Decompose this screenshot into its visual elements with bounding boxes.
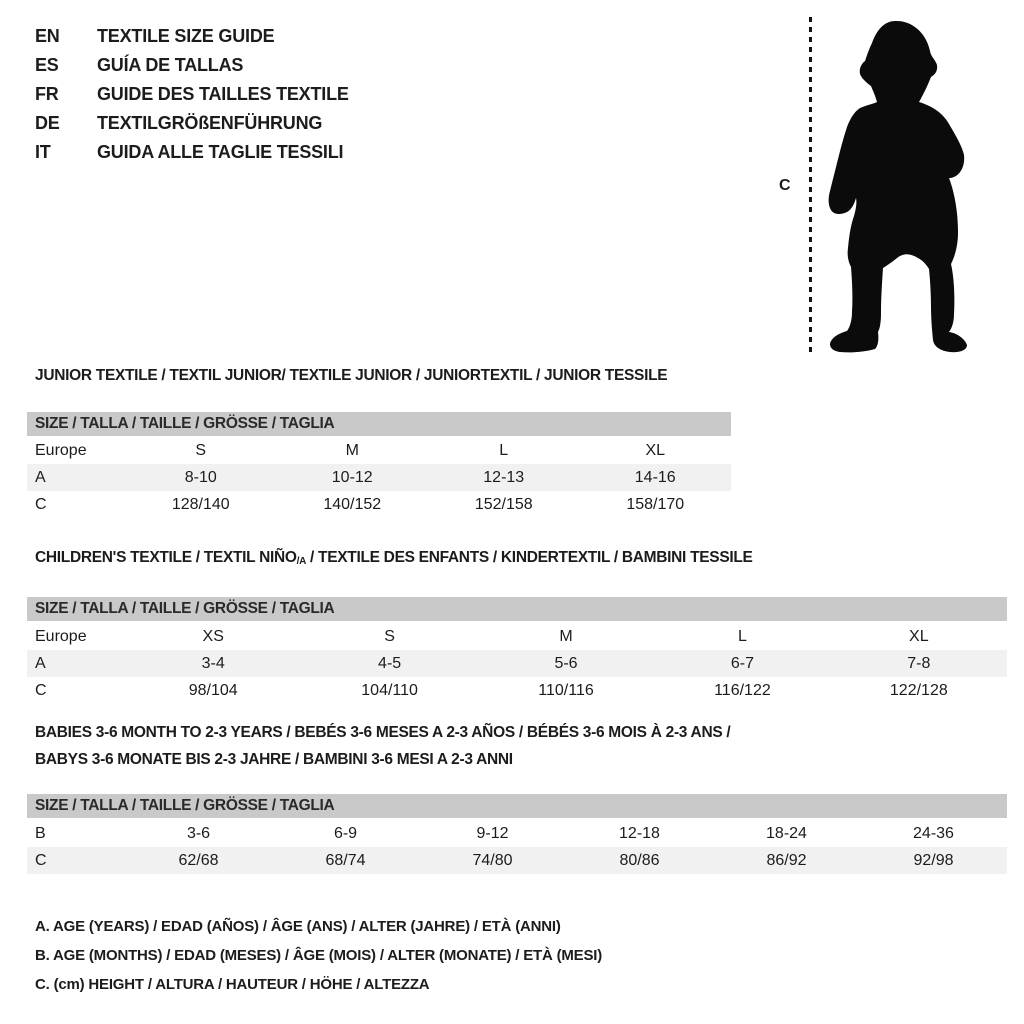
table-row-sizes [27,623,1007,650]
height-cell: 116/122 [714,681,771,699]
height-cell: 74/80 [472,851,513,869]
babies-section-heading [35,719,730,773]
size-header-band: SIZE / TALLA / TAILLE / GRÖSSE / TAGLIA [27,412,731,436]
height-cell: 152/158 [474,495,533,513]
row-label: A [35,654,46,672]
lang-code: FR [35,84,59,104]
table-row-age [27,650,1007,677]
height-cell: 158/170 [626,495,685,513]
size-header-band: SIZE / TALLA / TAILLE / GRÖSSE / TAGLIA [27,597,1007,621]
lang-code: EN [35,26,60,46]
size-cell: L [737,627,747,645]
region-label: Europe [35,442,87,459]
age-cell: 18-24 [766,824,807,842]
height-cell: 122/128 [889,681,948,699]
age-cell: 6-9 [333,824,358,842]
height-measure-label: C [779,177,791,194]
height-measure-dotted-line [809,17,812,353]
table-row-age-months [27,820,1007,847]
lang-row-fr [35,80,349,109]
legend-line-c: C. (cm) HEIGHT / ALTURA / HAUTEUR / HÖHE / ALTEZZA [35,976,430,993]
age-cell: 12-18 [619,824,660,842]
row-label: B [35,824,46,842]
lang-row-de [35,109,349,138]
language-list [35,22,349,167]
size-cell: XS [202,627,224,645]
age-cell: 8-10 [184,468,217,486]
size-cell: M [559,627,573,645]
legend [35,912,602,999]
size-cell: XL [645,442,666,459]
height-cell: 110/116 [538,681,594,699]
age-cell: 9-12 [476,824,509,842]
junior-size-table [27,412,731,518]
table-row-height [27,847,1007,874]
babies-size-table [27,794,1007,874]
age-cell: 7-8 [907,654,931,672]
table-row-sizes [27,438,731,464]
height-cell: 140/152 [323,495,382,513]
row-label: C [35,495,47,513]
region-label: Europe [35,627,87,645]
height-cell: 80/86 [619,851,660,869]
age-cell: 3-4 [201,654,225,672]
age-cell: 6-7 [730,654,754,672]
table-row-height [27,677,1007,704]
row-label: A [35,468,46,486]
height-cell: 98/104 [188,681,238,699]
height-cell: 68/74 [325,851,366,869]
size-cell: L [499,442,509,459]
lang-title: GUÍA DE TALLAS [97,55,244,75]
lang-title: GUIDA ALLE TAGLIE TESSILI [97,142,344,162]
lang-title: TEXTILGRÖßENFÜHRUNG [97,113,323,133]
size-header-band: SIZE / TALLA / TAILLE / GRÖSSE / TAGLIA [27,794,1007,818]
age-cell: 12-13 [483,468,525,486]
row-label: C [35,681,47,699]
babies-heading-line2: BABYS 3-6 MONATE BIS 2-3 JAHRE / BAMBINI 3-6 MESI A 2-3 ANNI [35,751,513,768]
size-cell: S [195,442,207,459]
lang-row-en [35,22,349,51]
height-cell: 92/98 [913,851,954,869]
children-heading-sub: /A [296,556,307,567]
legend-line-a: A. AGE (YEARS) / EDAD (AÑOS) / ÂGE (ANS) / ALTER (JAHRE) / ETÀ (ANNI) [35,918,561,935]
children-heading-post: / TEXTILE DES ENFANTS / KINDERTEXTIL / BAMBINI TESSILE [306,549,753,566]
lang-title: GUIDE DES TAILLES TEXTILE [97,84,349,104]
height-cell: 62/68 [178,851,219,869]
age-cell: 3-6 [186,824,211,842]
children-size-table [27,597,1007,704]
age-cell: 4-5 [378,654,402,672]
toddler-silhouette-image [827,15,967,355]
table-row-age [27,464,731,491]
age-cell: 24-36 [913,824,954,842]
children-heading-pre: CHILDREN'S TEXTILE / TEXTIL NIÑO [35,549,297,566]
lang-code: ES [35,55,59,75]
legend-line-b: B. AGE (MONTHS) / EDAD (MESES) / ÂGE (MOIS) / ALTER (MONATE) / ETÀ (MESI) [35,947,603,964]
age-cell: 10-12 [331,468,373,486]
lang-title: TEXTILE SIZE GUIDE [97,26,275,46]
size-cell: M [345,442,359,459]
lang-row-it [35,138,349,167]
table-row-height [27,491,731,518]
size-cell: XL [909,627,929,645]
age-cell: 5-6 [554,654,578,672]
children-section-heading [35,548,753,572]
lang-code: IT [35,142,51,162]
height-cell: 104/110 [361,681,418,699]
height-cell: 128/140 [171,495,230,513]
lang-row-es [35,51,349,80]
row-label: C [35,851,47,869]
babies-heading-line1: BABIES 3-6 MONTH TO 2-3 YEARS / BEBÉS 3-6 MESES A 2-3 AÑOS / BÉBÉS 3-6 MOIS À 2-3 ANS / [35,724,731,741]
age-cell: 14-16 [634,468,676,486]
lang-code: DE [35,113,60,133]
height-cell: 86/92 [766,851,807,869]
junior-section-heading: JUNIOR TEXTILE / TEXTIL JUNIOR/ TEXTILE JUNIOR / JUNIORTEXTIL / JUNIOR TESSILE [35,367,668,384]
size-cell: S [384,627,395,645]
